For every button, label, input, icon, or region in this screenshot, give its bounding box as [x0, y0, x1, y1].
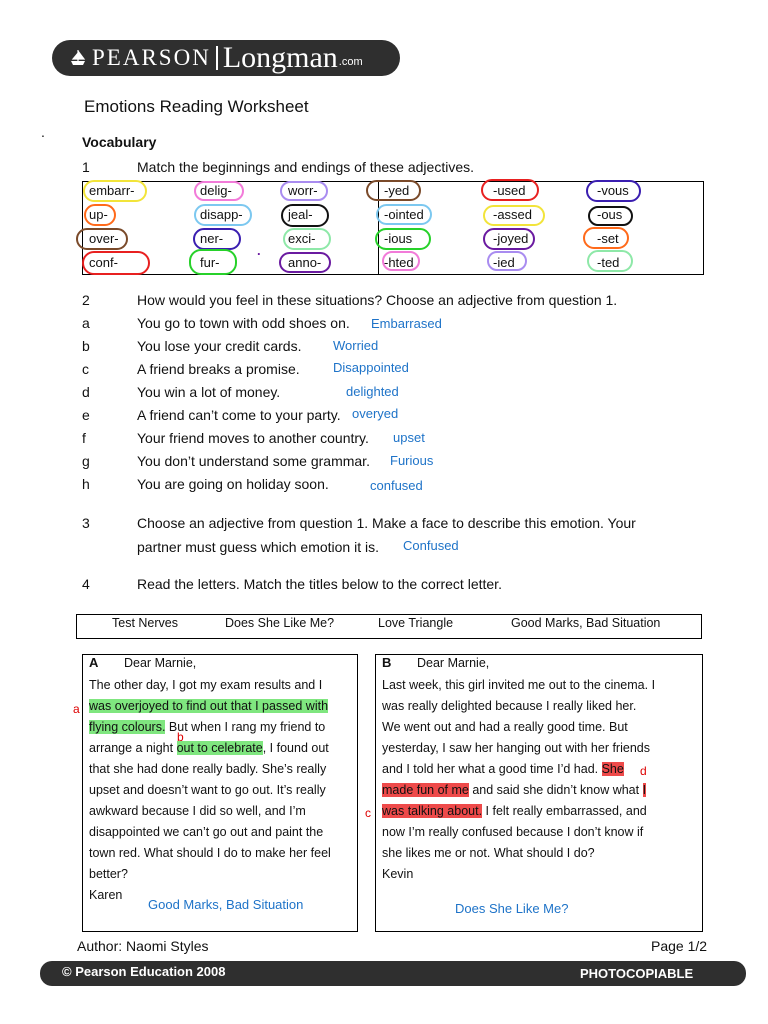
q2-item-answer: overyed: [352, 406, 399, 421]
q2-item-answer: Worried: [333, 338, 379, 353]
letter-a-line: upset and doesn’t want to go out. It’s really: [89, 783, 326, 797]
page-number: Page 1/2: [651, 938, 708, 954]
ending-cell: -joyed: [493, 231, 529, 246]
q2-item-text: You go to town with odd shoes on.: [137, 315, 350, 331]
q3-number: 3: [82, 515, 90, 531]
beginning-cell: ner-: [200, 231, 224, 246]
title-option: Test Nerves: [112, 616, 178, 630]
ship-icon: [68, 48, 88, 68]
q2-item-text: You lose your credit cards.: [137, 338, 302, 354]
q2-item-answer: delighted: [346, 384, 399, 399]
letter-b-line: was really delighted because I really liked her.: [382, 699, 637, 713]
ending-cell: -ous: [597, 207, 623, 222]
copyright: © Pearson Education 2008: [62, 964, 226, 979]
q2-item-letter: f: [82, 430, 86, 446]
highlight-made-fun-of-me: made fun of me: [382, 783, 469, 797]
title-option: Good Marks, Bad Situation: [511, 616, 661, 630]
beginning-cell: embarr-: [89, 183, 135, 198]
q2-item-answer: Furious: [390, 453, 434, 468]
highlight-she: She: [601, 762, 624, 776]
letter-a-line: [89, 720, 325, 734]
ending-cell: -used: [493, 183, 526, 198]
letter-b-line: We went out and had a really good time. But: [382, 720, 628, 734]
letter-a-text: , I found out: [262, 741, 329, 755]
highlight-overjoyed: was overjoyed to find out that I passed with: [89, 699, 329, 713]
beginning-cell: jeal-: [288, 207, 313, 222]
q3-text-line1: Choose an adjective from question 1. Make a face to describe this emotion. Your: [137, 515, 636, 531]
letter-a-line: [89, 741, 329, 755]
letter-a-signature: Karen: [89, 888, 123, 902]
letter-b-answer: Does She Like Me?: [455, 901, 569, 916]
letter-a-text: arrange a night: [89, 741, 177, 755]
title-option: Does She Like Me?: [225, 616, 335, 630]
ending-cell: -set: [597, 231, 619, 246]
letter-b-line: now I’m really confused because I don’t know if: [382, 825, 644, 839]
q2-item-letter: g: [82, 453, 90, 469]
vocabulary-heading: Vocabulary: [82, 134, 157, 150]
margin-mark-b: b: [177, 730, 184, 744]
letter-a-line: town red. What should I do to make her feel: [89, 846, 331, 860]
q2-item-letter: b: [82, 338, 90, 354]
logo-divider: [216, 46, 218, 70]
highlight-out-to-celebrate: out to celebrate: [176, 741, 263, 755]
letter-b-signature: Kevin: [382, 867, 414, 881]
beginning-cell: exci-: [288, 231, 316, 246]
q1-text: Match the beginnings and endings of these adjectives.: [137, 159, 475, 175]
pearson-longman-logo: [52, 40, 400, 76]
letter-a-line: that she had done really badly. She’s really: [89, 762, 327, 776]
margin-mark-c: c: [365, 806, 371, 820]
beginning-cell: conf-: [89, 255, 118, 270]
q3-answer: Confused: [403, 538, 459, 553]
q2-item-letter: h: [82, 476, 90, 492]
ending-cell: -yed: [384, 183, 410, 198]
q2-item-answer: Disappointed: [333, 360, 409, 375]
q2-item-text: A friend can’t come to your party.: [137, 407, 341, 423]
stray-bullet: .: [41, 124, 45, 140]
beginning-cell: delig-: [200, 183, 232, 198]
stray-mark: .: [257, 243, 261, 258]
letter-a-line: awkward because I did so well, and I’m: [89, 804, 306, 818]
beginning-cell: worr-: [288, 183, 318, 198]
photocopiable-label: PHOTOCOPIABLE: [580, 966, 694, 981]
letter-b-text: and said she didn’t know what: [468, 783, 643, 797]
letter-a-line: disappointed we can’t go out and paint the: [89, 825, 324, 839]
q2-item-text: A friend breaks a promise.: [137, 361, 300, 377]
beginning-cell: anno-: [288, 255, 322, 270]
highlight-i: I: [642, 783, 647, 797]
q2-number: 2: [82, 292, 90, 308]
margin-mark-d: d: [640, 764, 647, 778]
q3-text-line2: partner must guess which emotion it is.: [137, 539, 379, 555]
ending-cell: -ted: [597, 255, 620, 270]
letter-a-answer: Good Marks, Bad Situation: [148, 897, 304, 912]
letter-a-line: The other day, I got my exam results and I: [89, 678, 323, 692]
q4-number: 4: [82, 576, 90, 592]
letter-a-label: A: [89, 655, 99, 670]
letter-b-line: [382, 783, 646, 797]
q4-text: Read the letters. Match the titles below to the correct letter.: [137, 576, 502, 592]
q2-item-text: You don’t understand some grammar.: [137, 453, 370, 469]
ending-cell: -vous: [597, 183, 629, 198]
q2-item-letter: a: [82, 315, 90, 331]
worksheet-title: Emotions Reading Worksheet: [84, 97, 309, 116]
highlight-flying-colours: flying colours.: [89, 720, 166, 734]
logo-brand: PEARSON: [92, 45, 211, 70]
letter-a-line: [89, 699, 328, 713]
letter-b-line: Last week, this girl invited me out to the cinema. I: [382, 678, 656, 692]
letter-b-salutation: Dear Marnie,: [417, 656, 490, 670]
q2-item-text: Your friend moves to another country.: [137, 430, 369, 446]
q2-item-answer: confused: [370, 478, 423, 493]
q2-item-answer: upset: [393, 430, 425, 445]
letter-b-line: yesterday, I saw her hanging out with her friends: [382, 741, 650, 755]
letter-b-line: [382, 762, 624, 776]
letter-b-text: I felt really embarrassed, and: [482, 804, 647, 818]
letter-b-line: [382, 804, 647, 818]
q2-item-letter: e: [82, 407, 90, 423]
highlight-was-talking-about: was talking about.: [382, 804, 483, 818]
ending-cell: -hted: [384, 255, 414, 270]
q1-number: 1: [82, 159, 90, 175]
margin-mark-a: a: [73, 702, 80, 716]
q2-item-text: You win a lot of money.: [137, 384, 281, 400]
letter-a-text: But when I rang my friend to: [165, 720, 326, 734]
beginning-cell: disapp-: [200, 207, 243, 222]
ending-cell: -assed: [493, 207, 533, 222]
q2-text: How would you feel in these situations? Choose an adjective from question 1.: [137, 292, 618, 308]
q2-item-letter: d: [82, 384, 90, 400]
beginning-cell: over-: [89, 231, 119, 246]
ending-cell: -ointed: [384, 207, 424, 222]
q2-item-answer: Embarrased: [371, 316, 442, 331]
beginning-cell: fur-: [200, 255, 220, 270]
letter-b-line: she likes me or not. What should I do?: [382, 846, 595, 860]
logo-domain: .com: [338, 56, 363, 68]
title-option: Love Triangle: [378, 616, 454, 630]
letter-a-salutation: Dear Marnie,: [124, 656, 197, 670]
ending-cell: -ied: [493, 255, 515, 270]
ending-cell: -ious: [384, 231, 413, 246]
q2-item-text: You are going on holiday soon.: [137, 476, 329, 492]
letter-b-label: B: [382, 655, 392, 670]
q2-item-letter: c: [82, 361, 89, 377]
author-name: Author: Naomi Styles: [77, 938, 209, 954]
letter-b-text: and I told her what a good time I’d had.: [382, 762, 602, 776]
logo-product: Longman: [222, 41, 338, 74]
beginning-cell: up-: [89, 207, 108, 222]
letter-a-line: better?: [89, 867, 128, 881]
